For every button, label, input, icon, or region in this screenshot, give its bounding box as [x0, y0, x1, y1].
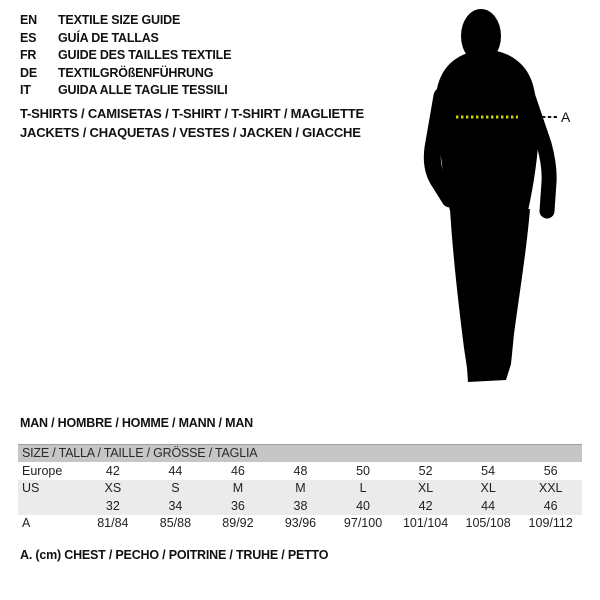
table-cell: 50	[356, 463, 370, 478]
row-label: Europe	[22, 463, 63, 478]
lang-title: GUIDA ALLE TAGLIE TESSILI	[58, 83, 228, 97]
man-silhouette-figure	[410, 6, 580, 406]
table-cell: 34	[168, 498, 183, 513]
table-cell: 101/104	[402, 516, 449, 531]
lang-title: TEXTILGRÖßENFÜHRUNG	[58, 65, 214, 80]
table-cell: M	[295, 481, 306, 496]
table-cell: 46	[230, 463, 245, 478]
lang-title: GUÍA DE TALLAS	[58, 30, 159, 45]
table-cell: XXL	[538, 481, 563, 496]
lang-row-it	[20, 82, 231, 100]
lang-row-de	[20, 65, 231, 83]
table-cell: 32	[105, 498, 120, 513]
table-cell: 44	[168, 463, 183, 478]
man-silhouette	[410, 6, 580, 406]
table-cell: 36	[230, 498, 245, 513]
table-row-us	[18, 480, 582, 498]
table-cell: 54	[481, 463, 496, 478]
table-cell: 42	[105, 463, 120, 478]
table-cell: 105/108	[465, 516, 511, 531]
lang-title: TEXTILE SIZE GUIDE	[58, 13, 181, 27]
table-cell: XL	[417, 481, 434, 496]
table-cell: 38	[293, 498, 308, 513]
measure-label-a: A	[561, 109, 571, 125]
table-cell: 40	[356, 498, 370, 513]
table-cell: 85/88	[159, 516, 192, 531]
table-cell: 44	[481, 498, 496, 513]
table-row-chest-a	[18, 515, 582, 533]
table-cell: 93/96	[284, 516, 317, 531]
table-cell: 89/92	[222, 516, 254, 531]
table-cell: 97/100	[343, 516, 383, 531]
table-cell: 109/112	[528, 516, 573, 531]
table-cell: 48	[293, 463, 308, 478]
lang-code: IT	[20, 83, 31, 97]
table-cell: 42	[418, 498, 433, 513]
table-cell: 52	[418, 463, 433, 478]
row-label: A	[22, 516, 31, 531]
lang-row-en	[20, 12, 231, 30]
product-categories	[20, 104, 364, 142]
table-cell: XL	[480, 481, 496, 496]
size-table-header: SIZE / TALLA / TAILLE / GRÖSSE / TAGLIA	[18, 444, 582, 462]
row-label: US	[22, 481, 40, 496]
table-cell: XS	[104, 481, 122, 496]
measurement-note: A. (cm) CHEST / PECHO / POITRINE / TRUHE / PETTO	[20, 548, 329, 562]
table-cell: M	[232, 481, 244, 496]
lang-title: GUIDE DES TAILLES TEXTILE	[58, 48, 232, 62]
lang-code: FR	[20, 48, 37, 62]
lang-code: ES	[20, 30, 37, 45]
table-row-numeric	[18, 497, 582, 515]
lang-code: DE	[20, 65, 37, 80]
category-line-jackets: JACKETS / CHAQUETAS / VESTES / JACKEN / GIACCHE	[20, 125, 361, 140]
size-table	[18, 444, 582, 532]
language-guide-list	[20, 12, 231, 100]
table-cell: 46	[543, 498, 558, 513]
section-title-man: MAN / HOMBRE / HOMME / MANN / MAN	[20, 416, 253, 430]
lang-code: EN	[20, 13, 37, 27]
table-cell: 81/84	[97, 516, 129, 531]
table-cell: L	[359, 481, 367, 496]
table-row-europe	[18, 462, 582, 480]
table-cell: 56	[543, 463, 558, 478]
lang-row-es	[20, 30, 231, 48]
table-cell: S	[171, 481, 180, 496]
lang-row-fr	[20, 47, 231, 65]
category-line-tshirts: T-SHIRTS / CAMISETAS / T-SHIRT / T-SHIRT / MAGLIETTE	[20, 106, 364, 121]
